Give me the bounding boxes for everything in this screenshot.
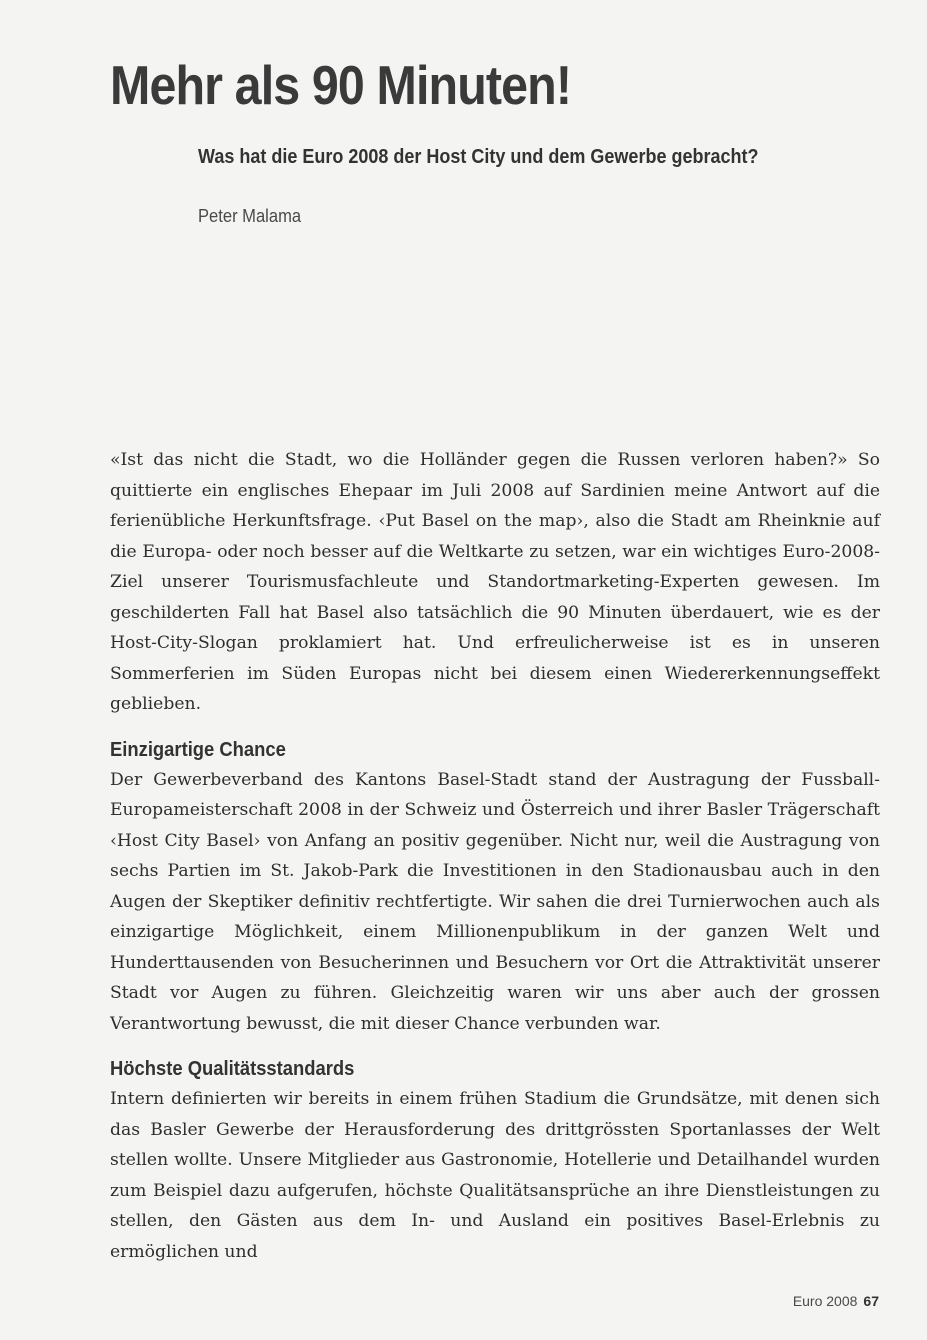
article-body [110, 445, 880, 1267]
section-spacer [110, 720, 880, 735]
page-footer [793, 1292, 879, 1310]
chance-paragraph: Der Gewerbeverband des Kantons Basel-Stadt stand der Austragung der Fussball-Europameisterschaft 2008 in der Schweiz und Österreich und ihrer Basler Trägerschaft ‹Host City Basel› von Anfang an positiv gegenüber. Nicht nur, weil die Austragung von sechs Partien im St. Jakob-Park die Investitionen in den Stadionausbau auch in den Augen der Skeptiker definitiv rechtfertigte. Wir sahen die drei Turnierwochen auch als einzigartige Möglichkeit, einem Millionenpublikum in der ganzen Welt und Hunderttausenden von Besucherinnen und Besuchern vor Ort die Attraktivität unserer Stadt vor Augen zu führen. Gleichzeitig waren wir uns aber auch der grossen Verantwortung bewusst, die mit dieser Chance verbunden war. [110, 769, 880, 1034]
article-author: Peter Malama [198, 206, 302, 226]
section-heading-quality: Höchste Qualitätsstandards [110, 1058, 355, 1080]
article-title: Mehr als 90 Minuten! [110, 54, 572, 116]
intro-paragraph: «Ist das nicht die Stadt, wo die Holländer gegen die Russen verloren haben?» So quittierte ein englisches Ehepaar im Juli 2008 auf Sardinien meine Antwort auf die ferienübliche Herkunftsfrage. ‹Put Basel on the map›, also die Stadt am Rheinknie auf die Europa- oder noch besser auf die Weltkarte zu setzen, war ein wichtiges Euro-2008-Ziel unserer Tourismusfachleute und Standortmarketing-Experten gewesen. Im geschilderten Fall hat Basel also tatsächlich die 90 Minuten überdauert, wie es der Host-City-Slogan proklamiert hat. Und erfreulicherweise ist es in unseren Sommerferien im Süden Europas nicht bei diesem einen Wiedererkennungseffekt geblieben. [110, 450, 880, 714]
section-heading-chance: Einzigartige Chance [110, 738, 286, 761]
quality-paragraph: Intern definierten wir bereits in einem frühen Stadium die Grundsätze, mit denen sich das Basler Gewerbe der Herausforderung des drittgrössten Sportanlasses der Welt stellen wollte. Unsere Mitglieder aus Gastronomie, Hotellerie und Detailhandel wurden zum Beispiel dazu aufgerufen, höchste Qualitätsansprüche an ihre Dienstleistungen zu stellen, den Gästen aus dem In- und Ausland ein positives Basel-Erlebnis zu ermöglichen und [110, 1089, 880, 1262]
article-subtitle: Was hat die Euro 2008 der Host City und dem Gewerbe gebracht? [198, 146, 759, 168]
page-number: 67 [863, 1293, 879, 1309]
section-spacer [110, 1039, 880, 1054]
footer-publication: Euro 2008 [792, 1293, 858, 1309]
